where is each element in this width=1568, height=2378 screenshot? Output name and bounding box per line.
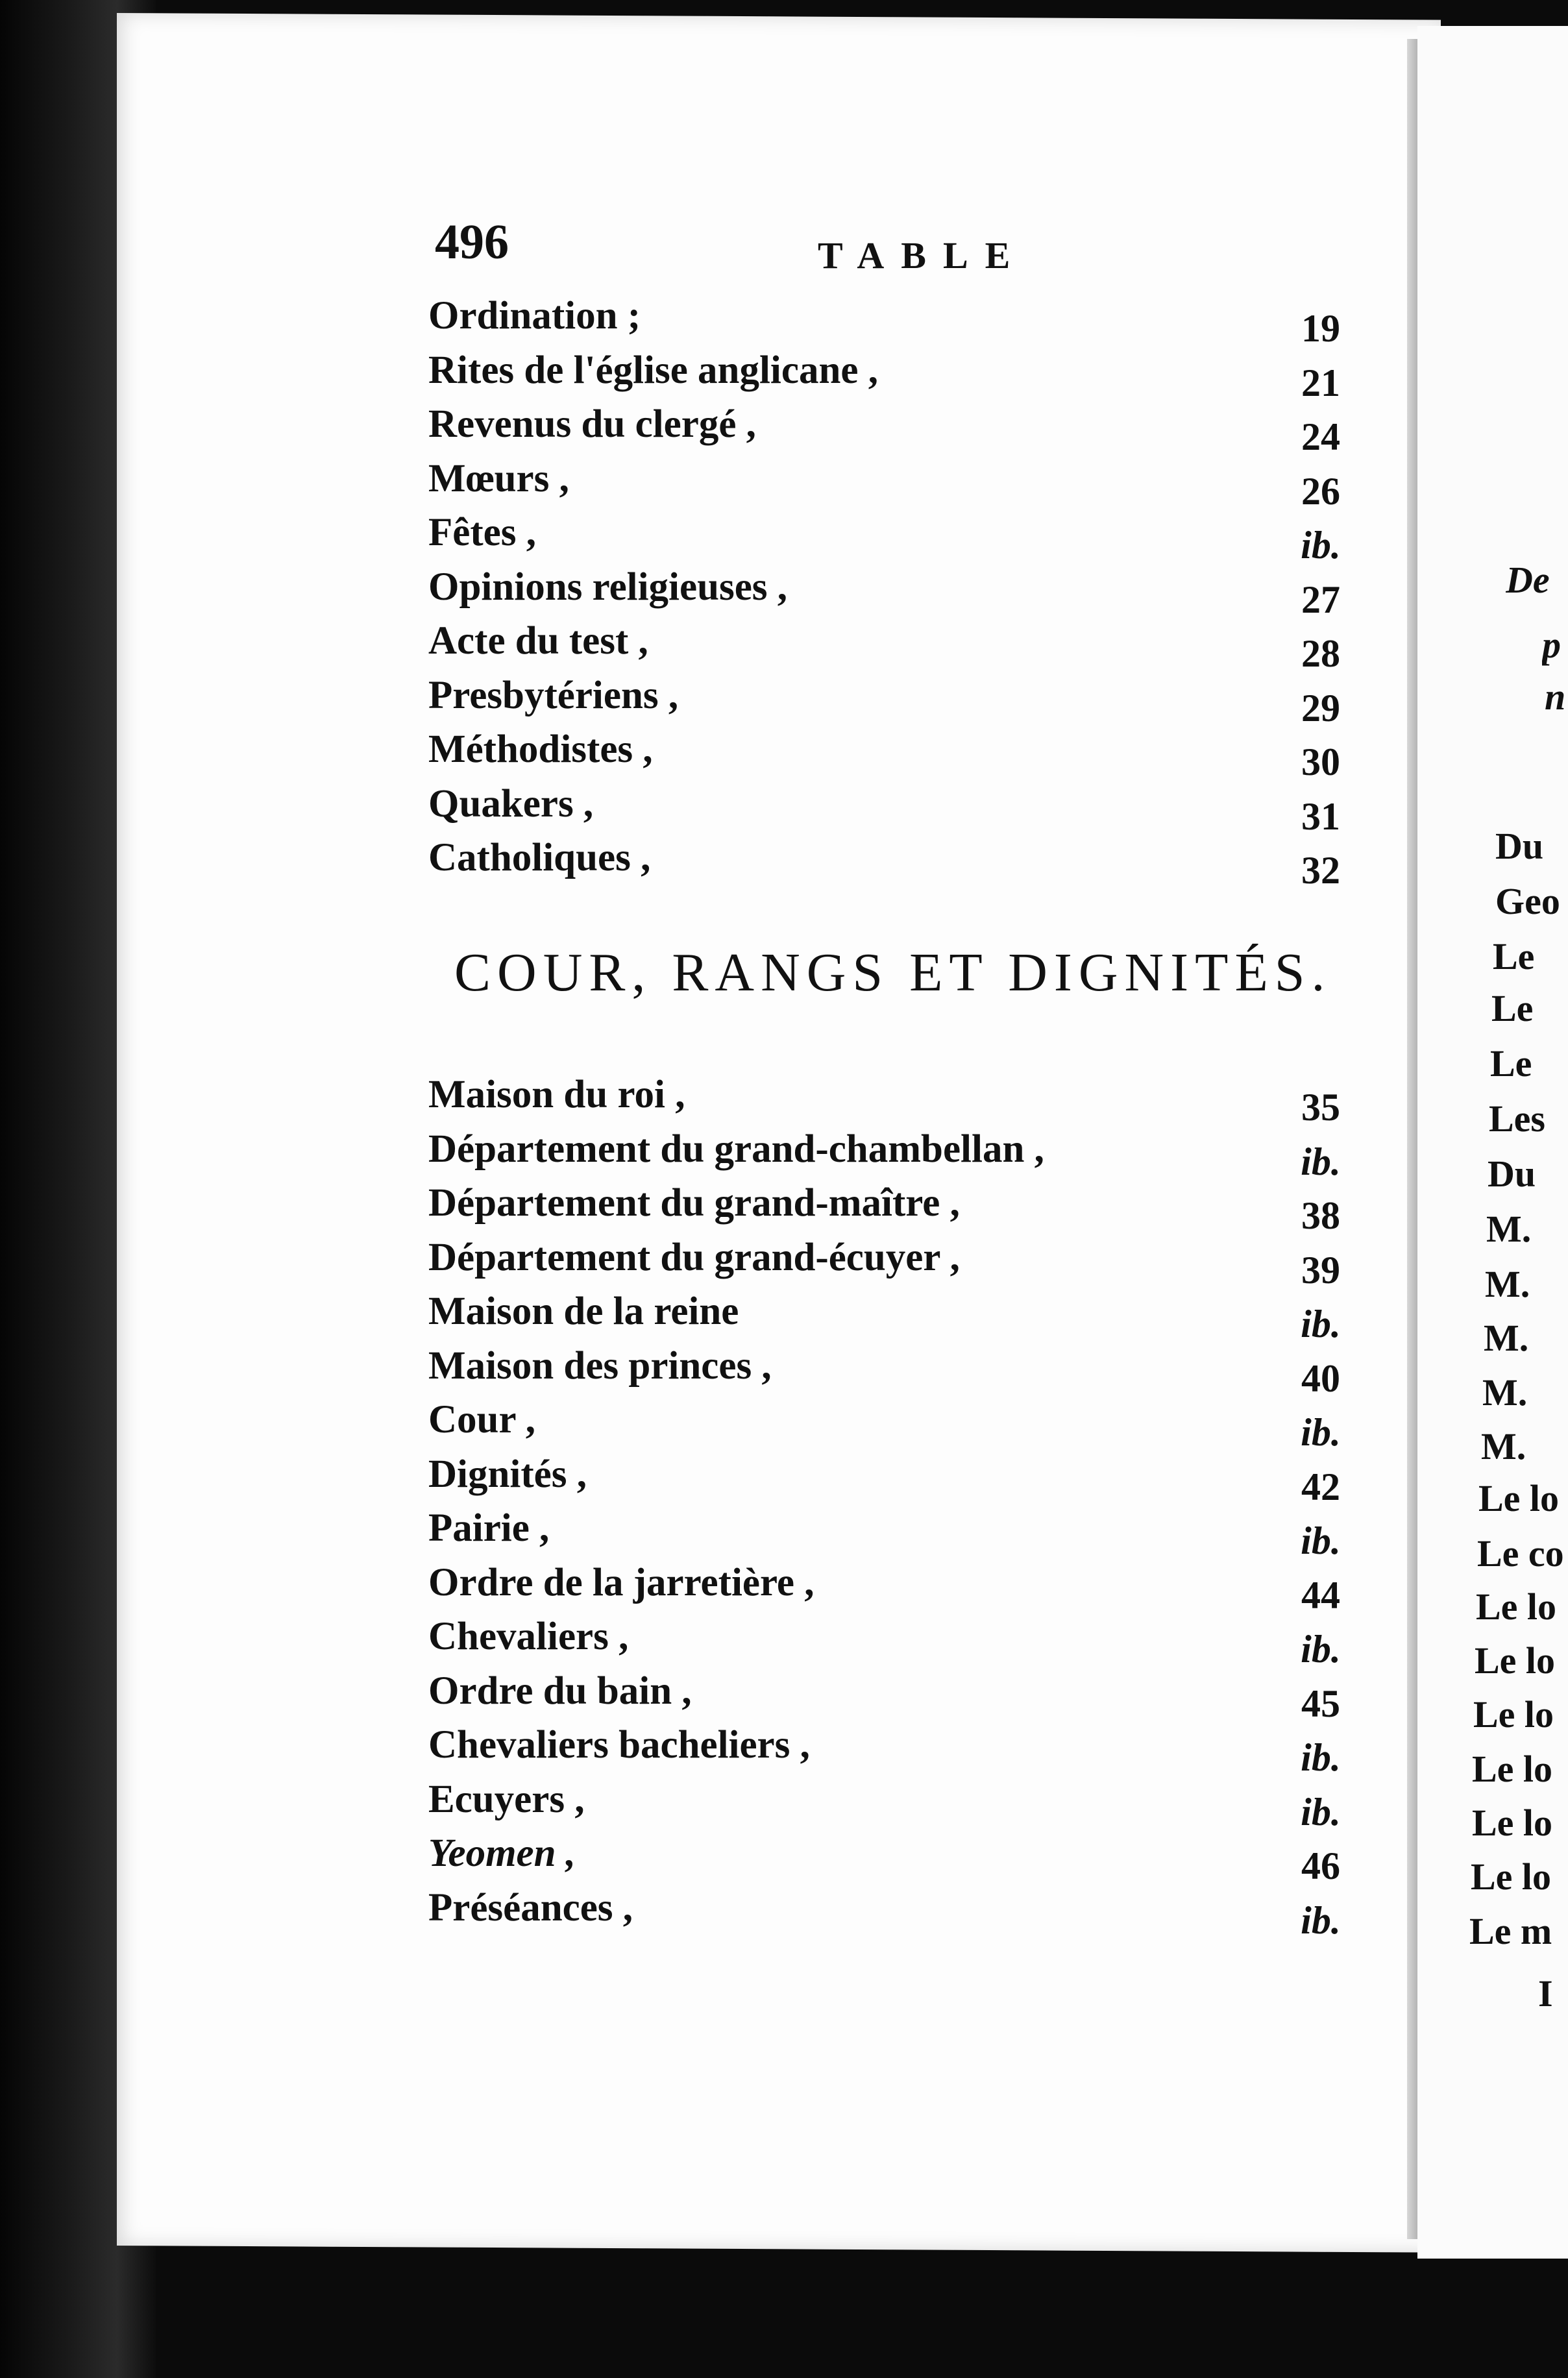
entry-label: Chevaliers bacheliers , — [428, 1723, 810, 1767]
table-entry — [428, 668, 1402, 729]
table-entry — [428, 1718, 1402, 1779]
right-page-fragment: De — [1506, 559, 1550, 601]
entry-page: 29 — [1301, 686, 1340, 729]
right-page-fragment: Le — [1493, 935, 1535, 977]
entry-label: Quakers , — [428, 781, 594, 826]
right-page-fragment: Geo — [1495, 880, 1560, 922]
right-page-fragment: Le lo — [1476, 1586, 1557, 1628]
entry-label: Mœurs , — [428, 456, 569, 500]
table-entry — [428, 1176, 1402, 1237]
table-entry — [428, 289, 1402, 350]
table-entry — [428, 343, 1402, 404]
right-page-fragment: p — [1542, 624, 1561, 666]
entry-page: ib. — [1301, 1140, 1341, 1183]
right-page-fragment: Le lo — [1475, 1639, 1556, 1682]
entry-page: ib. — [1301, 1898, 1341, 1942]
entry-label: Presbytériens , — [428, 673, 679, 717]
page-header — [435, 214, 1389, 292]
running-title: TABLE — [818, 234, 1027, 276]
table-entry — [428, 1772, 1402, 1833]
right-page-fragment: n — [1545, 676, 1566, 718]
entry-page: 42 — [1301, 1465, 1340, 1508]
right-page-fragment: Le lo — [1478, 1477, 1560, 1519]
entry-page: 31 — [1301, 794, 1340, 838]
entry-label: Maison du roi , — [428, 1073, 685, 1116]
entry-label: Dignités , — [428, 1452, 587, 1496]
entry-label: Ordination ; — [428, 294, 641, 337]
right-page-fragment: Le — [1491, 987, 1534, 1029]
right-page-fragment: Le — [1490, 1042, 1532, 1085]
right-page-fragment: Du — [1495, 825, 1544, 867]
entry-label: Catholiques , — [428, 836, 651, 879]
entry-label: Préséances , — [428, 1885, 633, 1930]
table-entry — [428, 1556, 1402, 1617]
entry-label: Ordre de la jarretière , — [428, 1560, 815, 1604]
entry-page: ib. — [1301, 1411, 1341, 1454]
entry-page: ib. — [1301, 1519, 1341, 1562]
entry-page: 19 — [1301, 307, 1340, 350]
right-page-fragment: Le co — [1477, 1532, 1564, 1575]
entry-page: 28 — [1301, 632, 1340, 675]
table-entry — [428, 1501, 1402, 1562]
entry-label: Cour , — [428, 1398, 535, 1441]
page-number: 496 — [435, 215, 509, 269]
entry-label: Revenus du clergé , — [428, 402, 756, 446]
right-page-fragment: I — [1538, 1972, 1553, 2015]
table-entries-top — [428, 289, 1402, 892]
table-entry — [428, 1826, 1402, 1887]
entry-label: Maison de la reine — [428, 1290, 739, 1333]
entry-page: 26 — [1301, 469, 1340, 513]
entry-label: Acte du test , — [428, 619, 648, 663]
entry-label: Ordre du bain , — [428, 1669, 692, 1713]
table-entry — [428, 1393, 1402, 1454]
right-page-fragment: Le lo — [1472, 1802, 1553, 1844]
entry-page: 38 — [1301, 1194, 1340, 1237]
section-heading: COUR, RANGS ET DIGNITÉS. — [454, 942, 1332, 1003]
right-page-fragment: Le lo — [1473, 1693, 1554, 1735]
right-page-fragment: Les — [1489, 1097, 1545, 1140]
entry-label: Ecuyers , — [428, 1777, 585, 1821]
entry-label: Maison des princes , — [428, 1343, 772, 1388]
entry-label: Département du grand-chambellan , — [428, 1127, 1044, 1171]
right-page-fragment: M. — [1486, 1208, 1532, 1250]
entry-label: Yeomen , — [428, 1832, 576, 1875]
entry-label: Méthodistes , — [428, 728, 653, 771]
entry-page: 21 — [1301, 361, 1340, 404]
entry-page: 39 — [1301, 1248, 1340, 1292]
table-entry — [428, 397, 1402, 458]
entry-label: Pairie , — [428, 1506, 550, 1550]
right-page-fragment: M. — [1481, 1425, 1526, 1467]
right-page-fragment: Le m — [1469, 1910, 1552, 1952]
table-entry — [428, 560, 1402, 621]
table-entry — [428, 1339, 1402, 1400]
table-entry — [428, 777, 1402, 838]
entry-page: ib. — [1301, 524, 1341, 567]
entry-label: Fêtes , — [428, 511, 536, 554]
table-entry — [428, 722, 1402, 783]
table-entry — [428, 1664, 1402, 1725]
table-entry — [428, 831, 1402, 892]
table-entry — [428, 1447, 1402, 1508]
entry-label: Rites de l'église anglicane , — [428, 348, 878, 392]
entry-label: Opinions religieuses , — [428, 565, 788, 609]
table-entry — [428, 1881, 1402, 1942]
entry-page: ib. — [1301, 1790, 1341, 1833]
entry-page: 44 — [1301, 1573, 1340, 1617]
table-entry — [428, 506, 1402, 567]
right-page-fragment: Le lo — [1472, 1748, 1553, 1790]
entry-page: ib. — [1301, 1628, 1341, 1671]
entry-page: 46 — [1301, 1845, 1340, 1887]
right-page-fragment: Du — [1488, 1153, 1536, 1195]
table-entry — [428, 452, 1402, 513]
table-entry — [428, 614, 1402, 675]
entry-page: 32 — [1301, 849, 1340, 892]
entry-page: 27 — [1301, 578, 1340, 621]
table-entry — [428, 1231, 1402, 1292]
entry-label: Département du grand-écuyer , — [428, 1235, 960, 1279]
table-entries-bottom — [428, 1068, 1402, 1942]
right-page-fragment: M. — [1482, 1371, 1528, 1414]
entry-page: 45 — [1301, 1682, 1340, 1725]
right-page-fragment: Le lo — [1471, 1856, 1552, 1898]
table-entry — [428, 1068, 1402, 1129]
table-entry — [428, 1284, 1402, 1345]
entry-page: 40 — [1301, 1356, 1340, 1400]
entry-page: 24 — [1301, 415, 1340, 458]
entry-page: ib. — [1301, 1303, 1341, 1345]
entry-page: ib. — [1301, 1736, 1341, 1779]
table-entry — [428, 1610, 1402, 1671]
entry-page: 35 — [1301, 1086, 1340, 1129]
table-entry — [428, 1122, 1402, 1183]
right-page-fragment: M. — [1485, 1263, 1530, 1305]
entry-page: 30 — [1301, 741, 1340, 783]
right-page-fragment: M. — [1484, 1317, 1529, 1359]
entry-label: Chevaliers , — [428, 1615, 629, 1658]
entry-label: Département du grand-maître , — [428, 1181, 960, 1225]
